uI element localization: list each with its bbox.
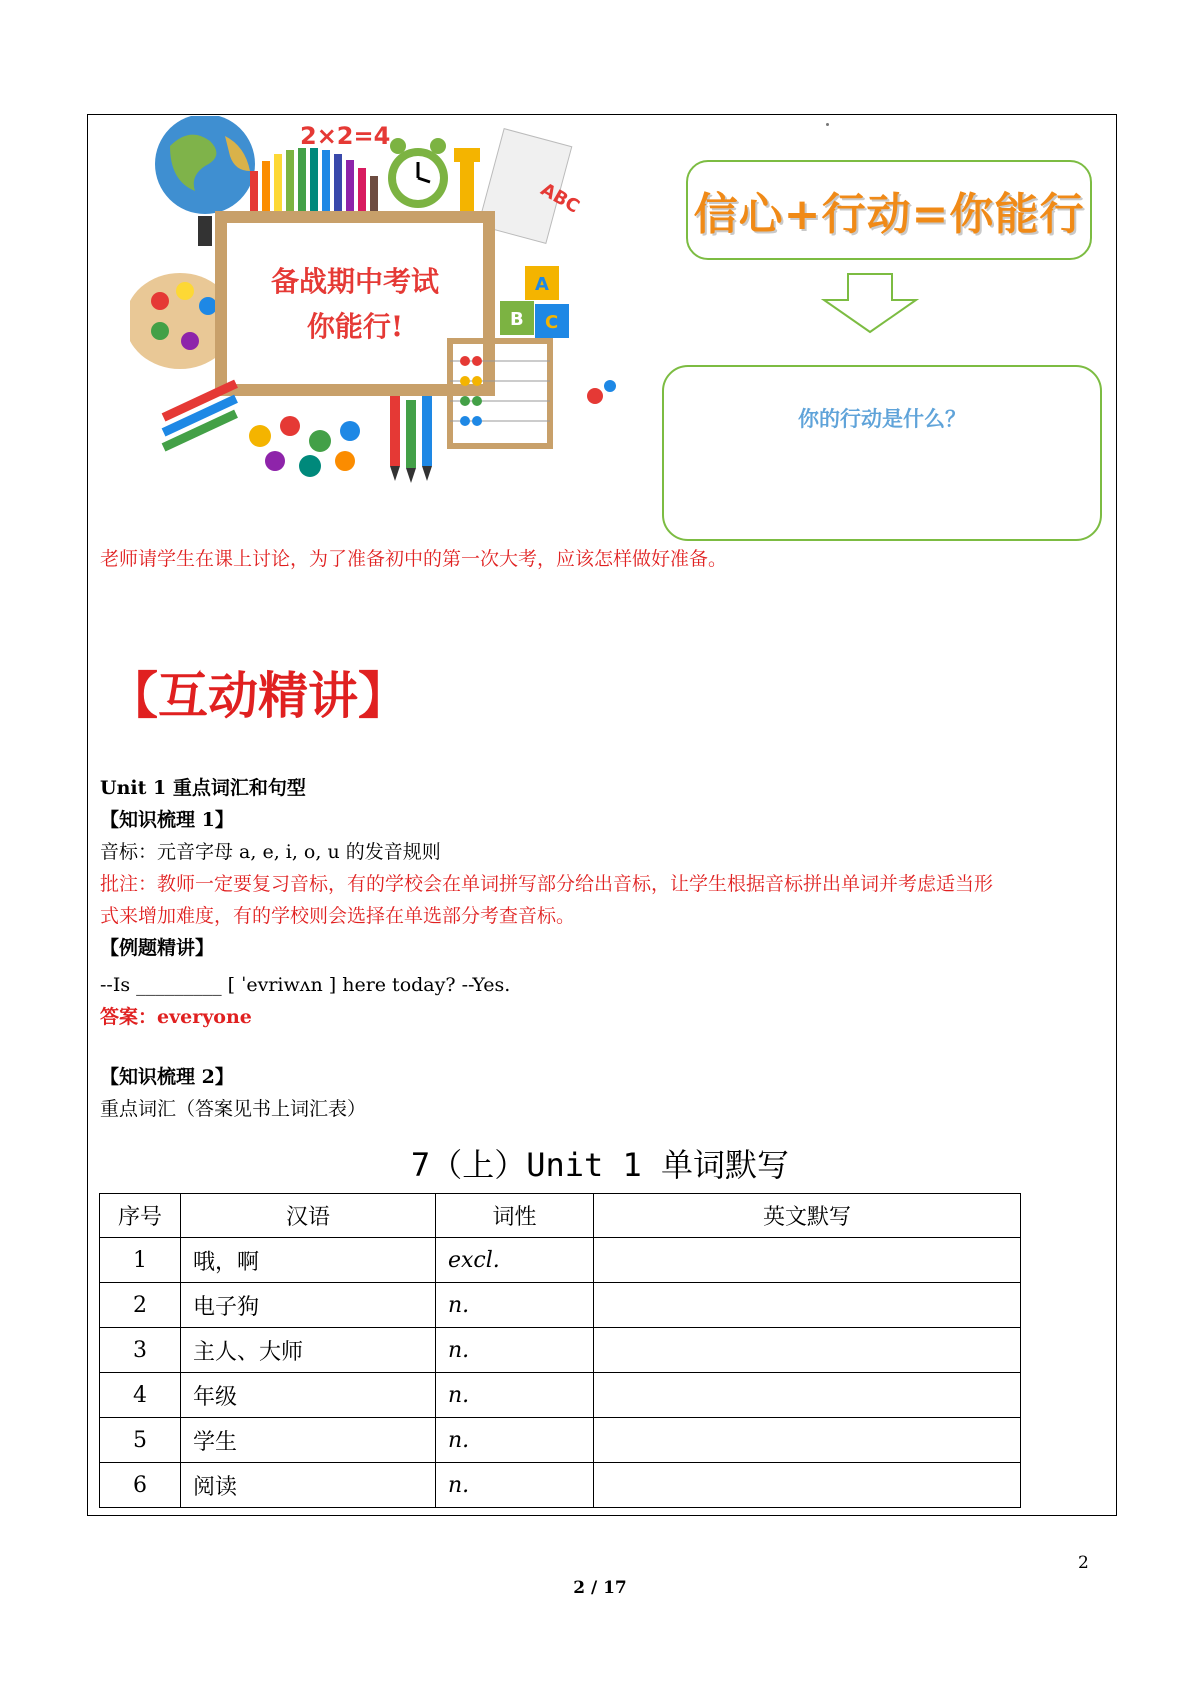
- answer-label: 答案：: [100, 1006, 158, 1028]
- row-english-blank[interactable]: [594, 1463, 1021, 1508]
- row-number: 3: [100, 1328, 181, 1373]
- example-label: 【例题精讲】: [100, 937, 215, 959]
- abc-text: ABC: [537, 178, 583, 218]
- row-english-blank[interactable]: [594, 1238, 1021, 1283]
- vocabulary-table: [99, 1193, 1021, 1508]
- row-part-of-speech: n.: [436, 1463, 594, 1508]
- row-chinese: 哦，啊: [181, 1238, 436, 1283]
- decorative-dot: [826, 123, 829, 126]
- row-chinese: 电子狗: [181, 1283, 436, 1328]
- action-question-box: [662, 365, 1102, 541]
- row-english-blank[interactable]: [594, 1373, 1021, 1418]
- row-number: 1: [100, 1238, 181, 1283]
- unit-heading: Unit 1 重点词汇和句型: [100, 777, 306, 799]
- table-row: [100, 1283, 1021, 1328]
- svg-text:A: A: [535, 274, 549, 295]
- table-row: [100, 1463, 1021, 1508]
- header-part-of-speech: 词性: [436, 1194, 594, 1238]
- action-question-text: 你的行动是什么？: [798, 407, 966, 431]
- row-english-blank[interactable]: [594, 1328, 1021, 1373]
- table-header-row: [100, 1194, 1021, 1238]
- row-english-blank[interactable]: [594, 1283, 1021, 1328]
- table-row: [100, 1238, 1021, 1283]
- remark-line2: 式来增加难度，有的学校则会选择在单选部分考查音标。: [100, 905, 576, 927]
- crayons-icon: [162, 380, 238, 452]
- svg-text:B: B: [510, 309, 524, 330]
- header-number: 序号: [100, 1194, 181, 1238]
- table-title: 7（上）Unit 1 单词默写: [410, 1146, 790, 1184]
- row-part-of-speech: n.: [436, 1328, 594, 1373]
- example-question: --Is _________ [ ˈevriwʌn ] here today? --Yes.: [100, 974, 511, 996]
- down-arrow-icon: [820, 272, 920, 336]
- answer-text: everyone: [157, 1006, 252, 1028]
- knowledge1-label: 【知识梳理 1】: [100, 809, 234, 831]
- slogan-text: 信心+行动=你能行: [693, 189, 1085, 240]
- row-number: 5: [100, 1418, 181, 1463]
- row-number: 4: [100, 1373, 181, 1418]
- knowledge2-text: 重点词汇（答案见书上词汇表）: [100, 1098, 367, 1120]
- row-number: 2: [100, 1283, 181, 1328]
- row-chinese: 主人、大师: [181, 1328, 436, 1373]
- board-line1: 备战期中考试: [270, 265, 440, 298]
- table-row: [100, 1418, 1021, 1463]
- page-number: 2: [1078, 1553, 1089, 1573]
- knowledge1-text: 音标：元音字母 a, e, i, o, u 的发音规则: [100, 841, 441, 863]
- section-title: 【互动精讲】: [108, 666, 408, 725]
- exam-poster-image: [130, 116, 645, 508]
- knowledge2-label: 【知识梳理 2】: [100, 1066, 234, 1088]
- formula-text: 2×2=4: [300, 122, 391, 150]
- slogan-box: [686, 160, 1092, 260]
- table-row: [100, 1373, 1021, 1418]
- alarm-clock-icon: [388, 138, 448, 208]
- svg-text:C: C: [545, 312, 559, 333]
- remark-line1: 批注：教师一定要复习音标，有的学校会在单词拼写部分给出音标，让学生根据音标拼出单词并考虑适当形: [100, 873, 994, 895]
- table-row: [100, 1328, 1021, 1373]
- row-part-of-speech: excl.: [436, 1238, 594, 1283]
- row-part-of-speech: n.: [436, 1283, 594, 1328]
- row-english-blank[interactable]: [594, 1418, 1021, 1463]
- teacher-note: 老师请学生在课上讨论，为了准备初中的第一次大考，应该怎样做好准备。: [100, 548, 728, 570]
- row-chinese: 阅读: [181, 1463, 436, 1508]
- example-answer: [100, 1001, 252, 1033]
- row-chinese: 年级: [181, 1373, 436, 1418]
- row-number: 6: [100, 1463, 181, 1508]
- pencils-icon: [390, 396, 432, 483]
- row-chinese: 学生: [181, 1418, 436, 1463]
- header-english: 英文默写: [594, 1194, 1021, 1238]
- row-part-of-speech: n.: [436, 1373, 594, 1418]
- row-part-of-speech: n.: [436, 1418, 594, 1463]
- board-line2: 你能行!: [306, 310, 404, 343]
- header-chinese: 汉语: [181, 1194, 436, 1238]
- letter-blocks-icon: [500, 266, 569, 338]
- page-of-total: 2 / 17: [573, 1578, 627, 1598]
